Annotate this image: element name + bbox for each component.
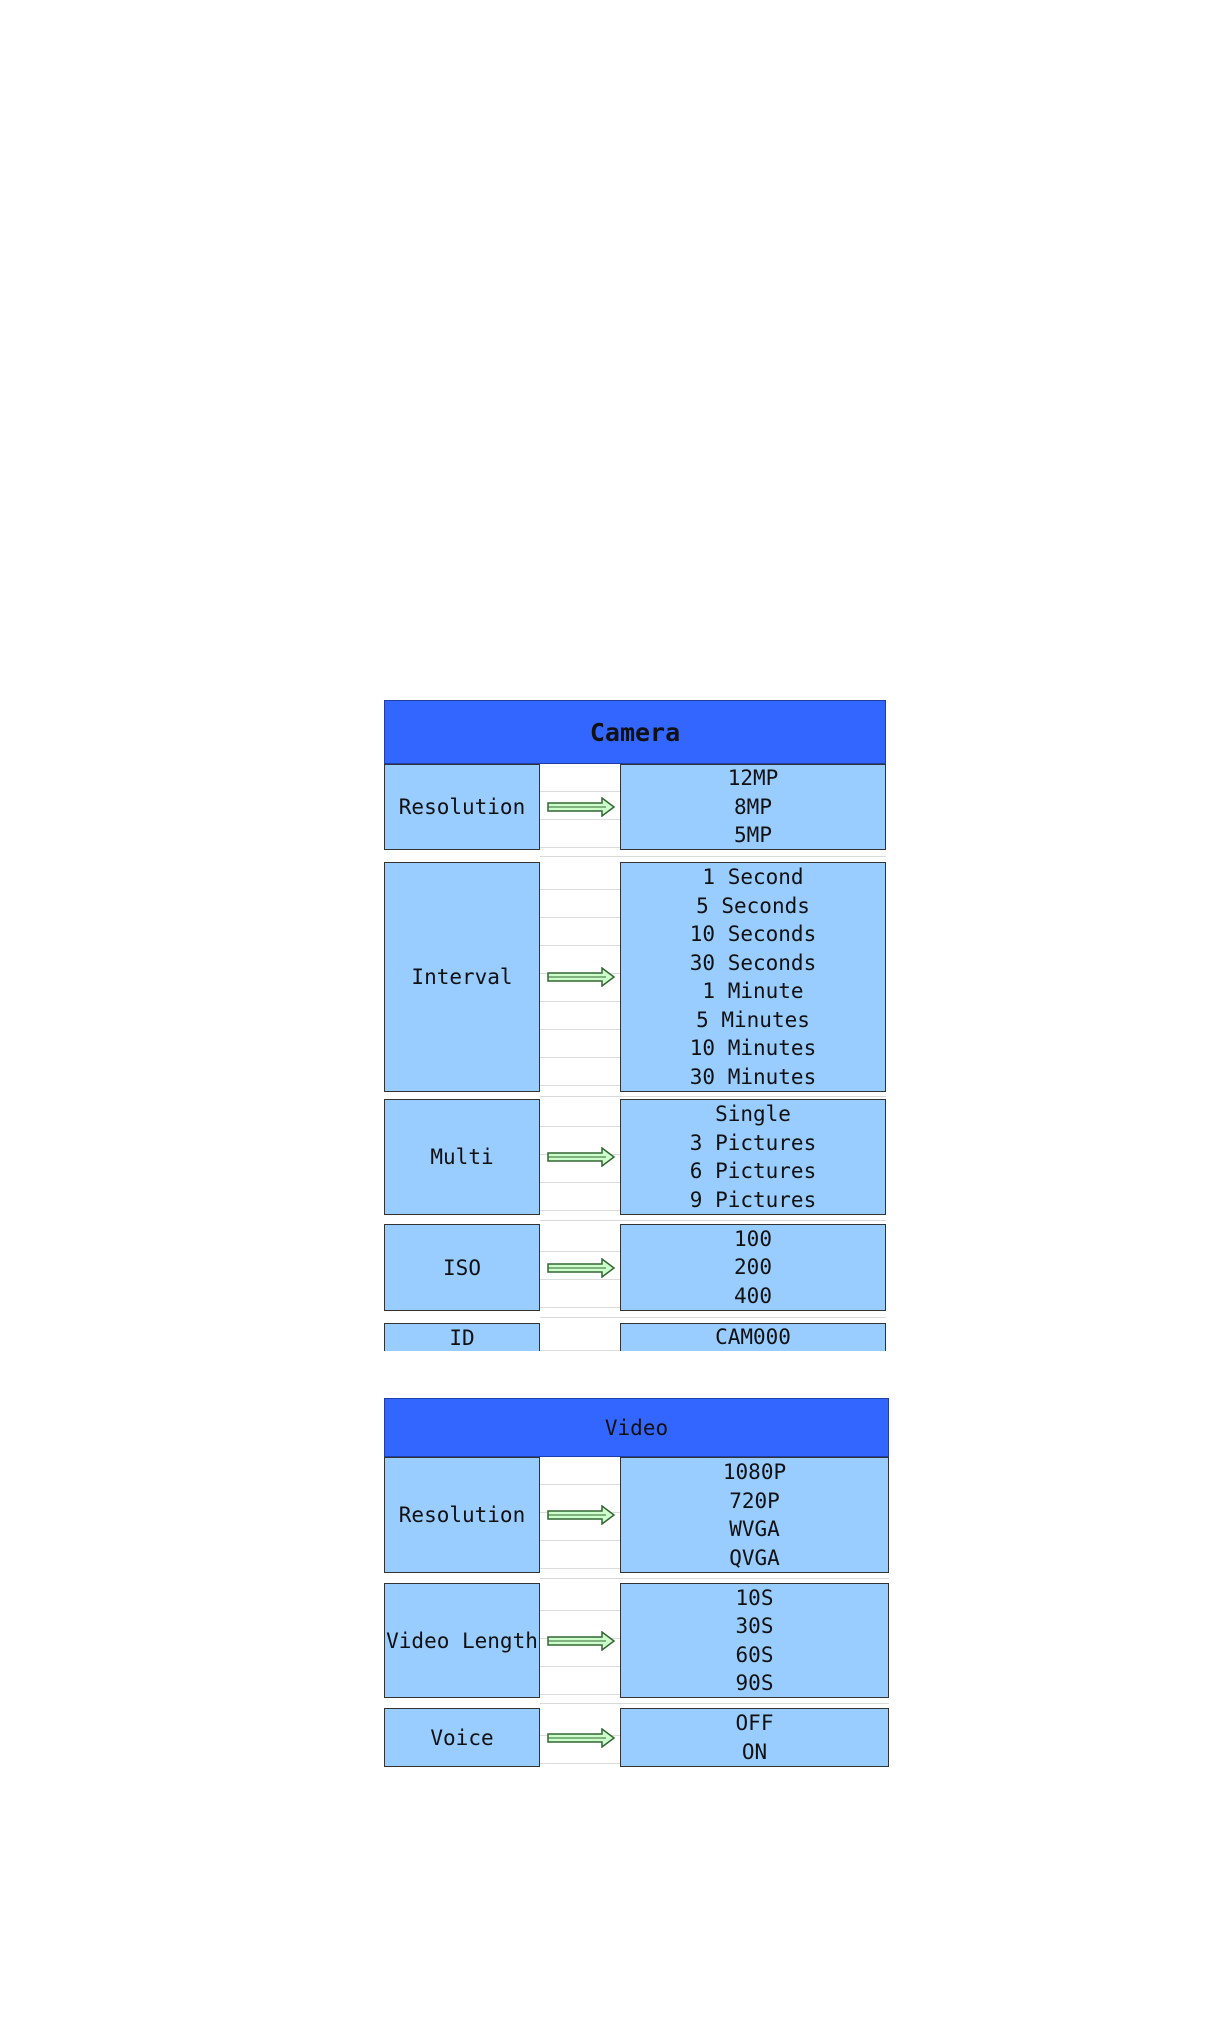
right-double-arrow-icon	[546, 1728, 616, 1748]
row-label: Voice	[384, 1708, 540, 1767]
value-item: 400	[734, 1283, 772, 1308]
arrow-cell	[540, 1224, 621, 1311]
row-gap	[384, 1092, 886, 1099]
row-values	[621, 862, 886, 1092]
arrow-cell	[540, 764, 621, 850]
right-double-arrow-icon	[546, 1147, 616, 1167]
value-item: QVGA	[729, 1545, 780, 1570]
value-item: 10S	[735, 1585, 774, 1610]
video-table	[384, 1398, 889, 1767]
row-label: Video Length	[384, 1583, 540, 1698]
row-values	[621, 1099, 886, 1215]
value-item: 1 Minute	[702, 979, 804, 1003]
value-item: 12MP	[727, 766, 779, 791]
value-item: 30S	[735, 1614, 774, 1638]
value-item: WVGA	[729, 1517, 780, 1541]
camera-row-id	[384, 1323, 886, 1351]
row-gap	[384, 1698, 889, 1708]
value-item: CAM000	[715, 1325, 791, 1350]
value-item: 8MP	[734, 794, 772, 819]
row-gap	[384, 1215, 886, 1224]
row-label: Multi	[384, 1099, 540, 1215]
value-item: 30 Seconds	[689, 950, 817, 975]
row-gap	[384, 1573, 889, 1583]
video-row-resolution	[384, 1457, 889, 1573]
camera-row-interval	[384, 862, 886, 1092]
row-label: Interval	[384, 862, 540, 1092]
arrow-cell	[540, 1583, 621, 1698]
row-label: Resolution	[384, 1457, 540, 1573]
row-label: ID	[384, 1323, 540, 1351]
arrow-cell	[540, 1708, 621, 1767]
right-double-arrow-icon	[546, 967, 616, 987]
value-item: 30 Minutes	[689, 1064, 817, 1089]
camera-table	[384, 700, 886, 1351]
arrow-cell	[540, 1323, 621, 1351]
camera-row-multi	[384, 1099, 886, 1215]
value-item: ON	[741, 1739, 768, 1764]
row-values	[621, 1323, 886, 1351]
value-item: 9 Pictures	[689, 1187, 817, 1212]
right-double-arrow-icon	[546, 1631, 616, 1651]
value-item: 100	[734, 1226, 772, 1251]
value-item: 1080P	[722, 1460, 787, 1484]
row-values	[621, 764, 886, 850]
value-item: 5 Minutes	[696, 1007, 810, 1032]
value-item: 90S	[735, 1671, 774, 1695]
row-label: Resolution	[384, 764, 540, 850]
camera-row-resolution	[384, 764, 886, 850]
right-double-arrow-icon	[546, 1505, 616, 1525]
video-table-title: Video	[384, 1398, 889, 1457]
value-item: 60S	[735, 1642, 774, 1667]
row-label: ISO	[384, 1224, 540, 1311]
value-item: 3 Pictures	[689, 1130, 817, 1155]
arrow-cell	[540, 1099, 621, 1215]
right-double-arrow-icon	[546, 797, 616, 817]
value-item: 10 Minutes	[689, 1036, 817, 1060]
row-gap	[384, 1311, 886, 1323]
value-item: 5 Seconds	[696, 893, 810, 918]
arrow-cell	[540, 1457, 621, 1573]
value-item: OFF	[735, 1711, 774, 1735]
camera-row-iso	[384, 1224, 886, 1311]
value-item: 10 Seconds	[689, 922, 817, 946]
row-gap	[384, 850, 886, 862]
value-item: 1 Second	[702, 865, 804, 889]
right-double-arrow-icon	[546, 1258, 616, 1278]
row-values	[621, 1708, 889, 1767]
value-item: 200	[734, 1255, 772, 1280]
video-row-voice	[384, 1708, 889, 1767]
row-values	[621, 1457, 889, 1573]
camera-table-title: Camera	[384, 700, 886, 764]
arrow-cell	[540, 862, 621, 1092]
value-item: 720P	[729, 1488, 780, 1513]
value-item: 6 Pictures	[689, 1159, 817, 1183]
row-values	[621, 1583, 889, 1698]
value-item: 5MP	[734, 823, 772, 848]
value-item: Single	[715, 1102, 791, 1126]
row-values	[621, 1224, 886, 1311]
video-row-video-length	[384, 1583, 889, 1698]
